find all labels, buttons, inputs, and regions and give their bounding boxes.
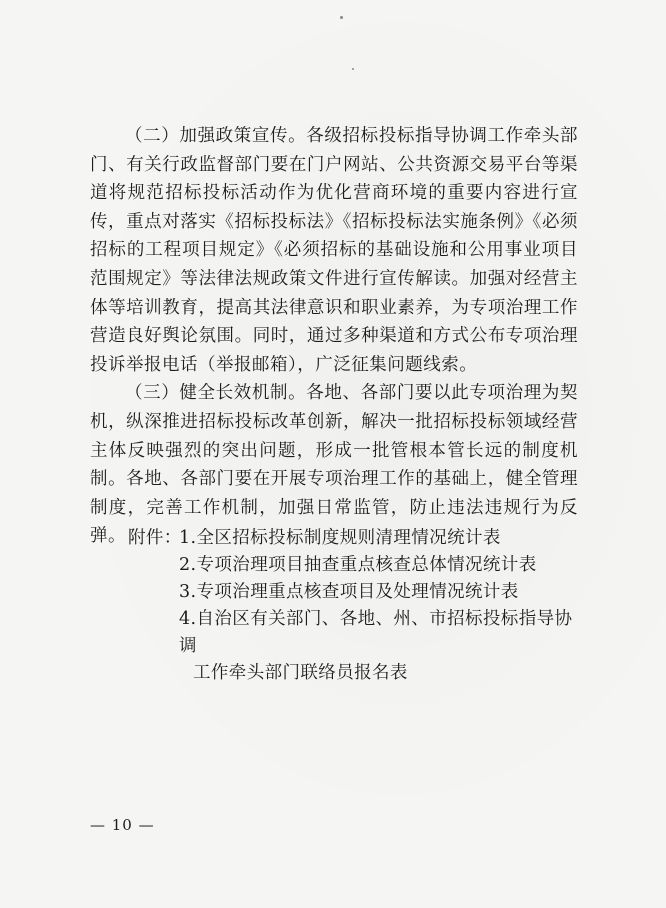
scan-speck (340, 16, 343, 19)
attachment-row (128, 525, 578, 552)
attachment-item-2: 2.专项治理项目抽查重点核查总体情况统计表 (179, 555, 537, 575)
attachment-item-3: 3.专项治理重点核查项目及处理情况统计表 (179, 582, 519, 602)
attachment-item-4-line-2: 工作牵头部门联络员报名表 (193, 663, 408, 683)
body-text (90, 122, 578, 551)
paragraph-policy-publicity: （二）加强政策宣传。各级招标投标指导协调工作牵头部门、有关行政监督部门要在门户网站、公共资源交易平台等渠道将规范招标投标活动作为优化营商环境的重要内容进行宣传，重点对落实《招标投标法》《招标投标法实施条例》《必须招标的工程项目规定》《必须招标的基础设施和公用事业项目范围规定》等法律法规政策文件进行宣传解读。加强对经营主体等培训教育，提高其法律意识和职业素养，为专项治理工作营造良好舆论氛围。同时，通过多种渠道和方式公布专项治理投诉举报电话（举报邮箱），广泛征集问题线索。 (90, 126, 578, 375)
attachment-item-4-line-1: 4.自治区有关部门、各地、州、市招标投标指导协调 (179, 609, 573, 656)
scan-speck (352, 68, 354, 70)
page-number: — 10 — (90, 816, 155, 834)
attachment-item-1: 1.全区招标投标制度规则清理情况统计表 (179, 528, 501, 548)
paragraph-long-term-mechanism: （三）健全长效机制。各地、各部门要以此专项治理为契机，纵深推进招标投标改革创新，解决一批招标投标领域经营主体反映强烈的突出问题，形成一批管根本管长远的制度机制。各地、各部门要在开展专项治理工作的基础上，健全管理制度，完善工作机制，加强日常监管，防止违法违规行为反弹。 (90, 383, 578, 547)
attachments-list (128, 525, 578, 687)
attachment-row (128, 606, 578, 687)
attachment-row (128, 579, 578, 606)
attachment-item-4 (179, 606, 578, 687)
attachments-label: 附件： (128, 528, 182, 548)
attachment-row (128, 552, 578, 579)
